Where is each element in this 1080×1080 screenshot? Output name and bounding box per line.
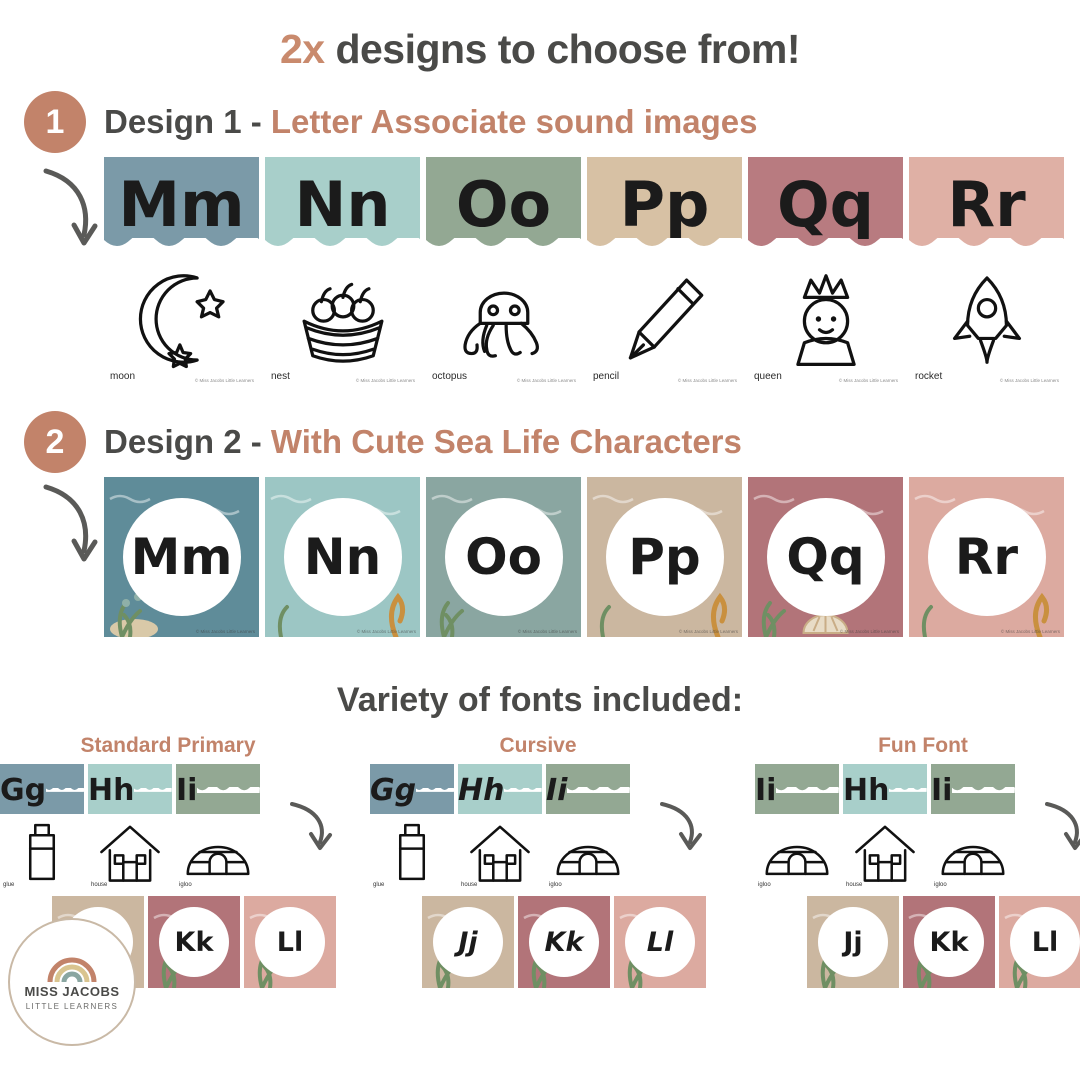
card-letter: Pp xyxy=(619,168,710,241)
card-circle xyxy=(255,907,325,977)
card-letter: Qq xyxy=(776,168,875,241)
queen-icon xyxy=(772,265,880,373)
card-letter: Rr xyxy=(954,528,1019,586)
card-letter: Hh xyxy=(458,772,505,808)
font-group-fun xyxy=(755,734,1080,988)
card-letter: Ll xyxy=(276,926,304,958)
card-word: igloo xyxy=(179,882,192,888)
section-1-header xyxy=(24,91,1080,153)
card-letter: Qq xyxy=(786,528,865,586)
card-word: octopus xyxy=(432,371,468,382)
card-circle xyxy=(445,498,563,616)
section-1-title xyxy=(104,103,757,141)
card-credit: © Miss Jacobs Little Learners xyxy=(517,629,577,634)
font-sample-sea-card xyxy=(422,896,514,988)
font-group-label: Fun Font xyxy=(878,734,968,757)
card-circle xyxy=(284,498,402,616)
card-illustration xyxy=(748,251,903,387)
section-2-header xyxy=(24,411,1080,473)
rainbow-icon xyxy=(46,954,98,984)
brand-logo xyxy=(8,918,136,1046)
card-credit: © Miss Jacobs Little Learners xyxy=(838,378,898,383)
card-letter: Ll xyxy=(646,926,674,958)
card-credit: © Miss Jacobs Little Learners xyxy=(356,629,416,634)
font-groups xyxy=(0,734,1080,994)
font-sample-card xyxy=(458,764,542,890)
card-illustration xyxy=(587,251,742,387)
page-title xyxy=(0,0,1080,73)
card-letter: Hh xyxy=(88,772,135,808)
font-sample-card xyxy=(88,764,172,890)
card-circle xyxy=(914,907,984,977)
card-illustration xyxy=(546,814,630,890)
card-credit: © Miss Jacobs Little Learners xyxy=(355,378,415,383)
card-circle xyxy=(767,498,885,616)
card-letter: Mm xyxy=(118,168,245,241)
house-icon xyxy=(843,798,927,890)
card-letter: Ii xyxy=(755,772,777,808)
card-letter: Oo xyxy=(455,168,552,241)
card-word: house xyxy=(461,882,478,888)
card-illustration xyxy=(843,814,927,890)
sea-alphabet-card xyxy=(265,477,420,637)
card-circle xyxy=(818,907,888,977)
moon-icon xyxy=(128,265,236,373)
font-sample-card xyxy=(843,764,927,890)
card-header xyxy=(265,157,420,253)
font-sample-sea-card xyxy=(807,896,899,988)
rocket-icon xyxy=(933,265,1041,373)
section-2-title xyxy=(104,423,742,461)
font-sample-sea-card xyxy=(244,896,336,988)
alphabet-card xyxy=(265,157,420,387)
card-word: house xyxy=(846,882,863,888)
card-letter: Ii xyxy=(931,772,953,808)
card-word: igloo xyxy=(549,882,562,888)
glue-icon xyxy=(0,798,84,890)
fonts-section-title: Variety of fonts included: xyxy=(336,681,744,719)
alphabet-card xyxy=(104,157,259,387)
card-credit: © Miss Jacobs Little Learners xyxy=(195,629,255,634)
arrow-down-right-icon xyxy=(1041,798,1080,854)
font-sample-sea-card xyxy=(614,896,706,988)
card-word: igloo xyxy=(934,882,947,888)
card-word: rocket xyxy=(915,371,943,382)
card-header xyxy=(104,157,259,253)
font-sample-sea-card xyxy=(148,896,240,988)
card-header xyxy=(426,157,581,253)
card-letter: Hh xyxy=(843,772,890,808)
design-2-card-strip xyxy=(104,477,1080,637)
card-letter: Jj xyxy=(843,926,863,958)
card-illustration xyxy=(0,814,84,890)
font-group-label: Standard Primary xyxy=(80,734,256,757)
font-sample-bottom-row xyxy=(807,896,1080,988)
arrow-down-right-icon xyxy=(656,798,706,854)
card-letter: Kk xyxy=(929,926,969,958)
card-word: nest xyxy=(271,371,290,382)
font-group-label: Cursive xyxy=(499,734,577,757)
logo-line-1: MISS JACOBS xyxy=(24,983,120,999)
arrow-down-right-icon xyxy=(286,798,336,854)
card-circle xyxy=(433,907,503,977)
card-word: igloo xyxy=(758,882,771,888)
card-credit: © Miss Jacobs Little Learners xyxy=(677,378,737,383)
section-1-badge: 1 xyxy=(24,91,86,153)
card-header xyxy=(748,157,903,253)
pencil-icon xyxy=(611,265,719,373)
card-circle xyxy=(159,907,229,977)
font-sample-card xyxy=(755,764,839,890)
card-circle xyxy=(606,498,724,616)
card-illustration xyxy=(88,814,172,890)
card-illustration xyxy=(104,251,259,387)
card-letter: Nn xyxy=(303,528,382,586)
card-header xyxy=(587,157,742,253)
card-letter: Nn xyxy=(294,168,391,241)
section-2-title-plain: Design 2 - xyxy=(104,423,271,460)
card-circle xyxy=(625,907,695,977)
font-sample-card xyxy=(546,764,630,890)
igloo-icon xyxy=(546,798,630,890)
card-letter: Jj xyxy=(458,926,478,958)
card-credit: © Miss Jacobs Little Learners xyxy=(516,378,576,383)
alphabet-card xyxy=(748,157,903,387)
card-letter: Kk xyxy=(174,926,214,958)
card-word: queen xyxy=(754,371,782,382)
sea-alphabet-card xyxy=(748,477,903,637)
card-letter: Mm xyxy=(130,528,233,586)
section-1-title-accent: Letter Associate sound images xyxy=(270,103,758,140)
font-sample-sea-card xyxy=(999,896,1080,988)
headline-accent: 2x xyxy=(279,26,325,72)
igloo-icon xyxy=(931,798,1015,890)
card-circle xyxy=(529,907,599,977)
design-1-card-strip xyxy=(104,157,1080,387)
card-word: glue xyxy=(373,882,385,888)
card-credit: © Miss Jacobs Little Learners xyxy=(194,378,254,383)
alphabet-card xyxy=(587,157,742,387)
section-2-title-accent: With Cute Sea Life Characters xyxy=(270,423,742,460)
card-letter: Gg xyxy=(370,772,417,808)
card-illustration xyxy=(909,251,1064,387)
nest-icon xyxy=(289,265,397,373)
sea-alphabet-card xyxy=(104,477,259,637)
sea-alphabet-card xyxy=(426,477,581,637)
card-word: moon xyxy=(110,371,136,382)
card-circle xyxy=(1010,907,1080,977)
card-illustration xyxy=(458,814,542,890)
card-letter: Pp xyxy=(628,528,701,586)
card-letter: Rr xyxy=(947,168,1026,241)
logo-line-2: LITTLE LEARNERS xyxy=(25,1001,119,1011)
headline-rest: designs to choose from! xyxy=(324,26,801,72)
font-sample-top-row xyxy=(755,764,1080,890)
card-illustration xyxy=(931,814,1015,890)
igloo-icon xyxy=(755,798,839,890)
alphabet-card xyxy=(909,157,1064,387)
font-sample-card xyxy=(176,764,260,890)
font-sample-sea-card xyxy=(903,896,995,988)
card-credit: © Miss Jacobs Little Learners xyxy=(839,629,899,634)
font-sample-card xyxy=(0,764,84,890)
card-word: glue xyxy=(3,882,15,888)
card-letter: Ii xyxy=(546,772,568,808)
glue-icon xyxy=(370,798,454,890)
card-letter: Kk xyxy=(544,926,584,958)
card-letter: Oo xyxy=(465,528,542,586)
card-credit: © Miss Jacobs Little Learners xyxy=(1000,629,1060,634)
section-1-title-plain: Design 1 - xyxy=(104,103,271,140)
font-sample-sea-card xyxy=(518,896,610,988)
card-circle xyxy=(928,498,1046,616)
section-2-badge: 2 xyxy=(24,411,86,473)
card-letter: Ii xyxy=(176,772,198,808)
card-illustration xyxy=(755,814,839,890)
house-icon xyxy=(458,798,542,890)
card-credit: © Miss Jacobs Little Learners xyxy=(678,629,738,634)
font-group-cursive xyxy=(370,734,706,988)
card-letter: Ll xyxy=(1031,926,1059,958)
arrow-down-right-icon-2 xyxy=(36,479,102,576)
card-letter: Gg xyxy=(0,772,47,808)
font-sample-bottom-row xyxy=(422,896,706,988)
card-illustration xyxy=(426,251,581,387)
font-sample-card xyxy=(931,764,1015,890)
card-illustration xyxy=(176,814,260,890)
card-word: house xyxy=(91,882,108,888)
font-sample-card xyxy=(370,764,454,890)
card-circle xyxy=(123,498,241,616)
card-header xyxy=(909,157,1064,253)
sea-alphabet-card xyxy=(587,477,742,637)
octopus-icon xyxy=(450,265,558,373)
card-word: pencil xyxy=(593,371,620,382)
card-credit: © Miss Jacobs Little Learners xyxy=(999,378,1059,383)
igloo-icon xyxy=(176,798,260,890)
alphabet-card xyxy=(426,157,581,387)
arrow-down-right-icon-1 xyxy=(36,163,102,260)
house-icon xyxy=(88,798,172,890)
card-illustration xyxy=(265,251,420,387)
card-illustration xyxy=(370,814,454,890)
sea-alphabet-card xyxy=(909,477,1064,637)
